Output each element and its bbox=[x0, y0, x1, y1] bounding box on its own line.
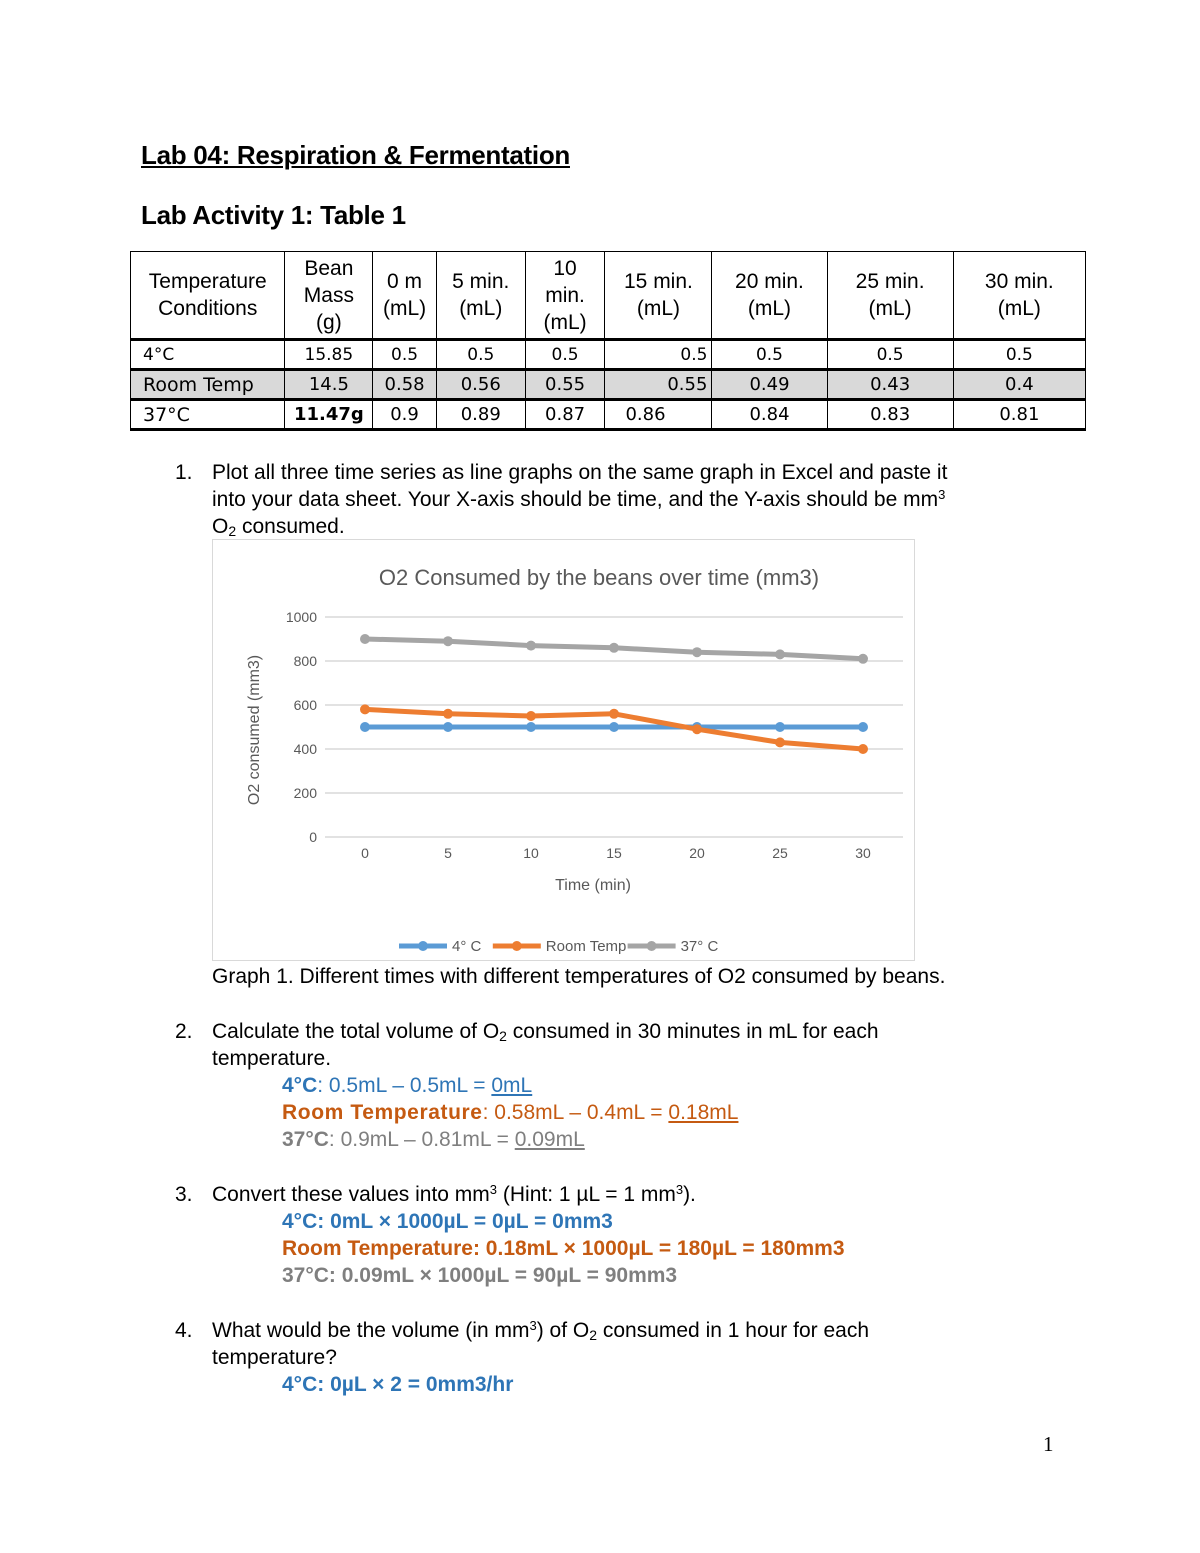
table-row bbox=[131, 370, 1086, 400]
table-cell: 0.58 bbox=[373, 370, 437, 400]
answer-2-4c: 4°C: 0.5mL – 0.5mL = 0mL bbox=[282, 1074, 533, 1097]
question-1-line-1: Plot all three time series as line graphs on the same graph in Excel and paste it bbox=[212, 461, 948, 484]
table-cell: 0.81 bbox=[953, 400, 1085, 430]
table-cell: 0.84 bbox=[712, 400, 827, 430]
x-tick-label: 20 bbox=[689, 845, 705, 861]
column-header: 15 min. (mL) bbox=[605, 252, 712, 340]
table-cell: 14.5 bbox=[285, 370, 373, 400]
data-point bbox=[775, 649, 785, 659]
question-4-line-1: What would be the volume (in $mm^3$) of $O_2$ consumed in 1 hour for each bbox=[212, 1318, 870, 1343]
table-row bbox=[131, 340, 1086, 370]
y-tick-label: 0 bbox=[309, 829, 317, 845]
column-header: 5 min. (mL) bbox=[436, 252, 525, 340]
data-point bbox=[526, 722, 536, 732]
figure-caption: Graph 1. Different times with different temperatures of O2 consumed by beans. bbox=[212, 965, 946, 988]
column-header: Temperature Conditions bbox=[131, 252, 285, 340]
column-header: 0 m (mL) bbox=[373, 252, 437, 340]
table-cell: 0.5 bbox=[373, 340, 437, 370]
data-point bbox=[360, 722, 370, 732]
y-tick-label: 1000 bbox=[285, 609, 317, 625]
data-point bbox=[443, 636, 453, 646]
data-point bbox=[360, 634, 370, 644]
data-point bbox=[692, 724, 702, 734]
x-tick-label: 25 bbox=[772, 845, 788, 861]
y-tick-label: 200 bbox=[293, 785, 317, 801]
table-header-row bbox=[131, 252, 1086, 340]
data-point bbox=[609, 643, 619, 653]
question-number: 2. bbox=[175, 1020, 193, 1043]
data-point bbox=[526, 641, 536, 651]
row-label: Room Temp bbox=[131, 370, 285, 400]
column-header: 25 min. (mL) bbox=[827, 252, 953, 340]
y-tick-label: 600 bbox=[293, 697, 317, 713]
data-point bbox=[609, 722, 619, 732]
row-label: 37°C bbox=[131, 400, 285, 430]
y-tick-label: 400 bbox=[293, 741, 317, 757]
question-number: 1. bbox=[175, 461, 193, 484]
data-point bbox=[775, 737, 785, 747]
answer-3-room-temp: Room Temperature: 0.18mL × 1000µL = 180µL = 180mm3 bbox=[282, 1237, 845, 1260]
data-point bbox=[526, 711, 536, 721]
legend-label: 37° C bbox=[680, 938, 719, 955]
column-header: 30 min. (mL) bbox=[953, 252, 1085, 340]
question-2-line-2: temperature. bbox=[212, 1047, 332, 1070]
table-cell: 0.56 bbox=[436, 370, 525, 400]
chart-title: O2 Consumed by the beans over time (mm3) bbox=[378, 565, 820, 590]
y-axis-label: O2 consumed (mm3) bbox=[246, 654, 263, 806]
legend-marker bbox=[647, 941, 657, 951]
question-3-line-1: Convert these values into $mm^3$ (Hint: 1 µL = 1 $mm^3$). bbox=[212, 1182, 696, 1206]
table-cell: 0.5 bbox=[712, 340, 827, 370]
table-cell: 15.85 bbox=[285, 340, 373, 370]
table-cell: 0.9 bbox=[373, 400, 437, 430]
table-cell: 0.5 bbox=[436, 340, 525, 370]
data-point bbox=[858, 722, 868, 732]
table-cell: 0.5 bbox=[525, 340, 605, 370]
table-cell: 11.47g bbox=[285, 400, 373, 430]
data-point bbox=[443, 722, 453, 732]
data-point bbox=[692, 647, 702, 657]
data-point bbox=[858, 654, 868, 664]
question-4-line-2: temperature? bbox=[212, 1346, 337, 1369]
question-number: 3. bbox=[175, 1183, 193, 1206]
table-cell: 0.5 bbox=[605, 340, 712, 370]
data-point bbox=[775, 722, 785, 732]
data-point bbox=[858, 744, 868, 754]
x-tick-label: 5 bbox=[444, 845, 452, 861]
y-tick-label: 800 bbox=[293, 653, 317, 669]
x-axis-label: Time (min) bbox=[555, 877, 631, 894]
section-heading: Lab Activity 1: Table 1 bbox=[141, 200, 406, 230]
results-table bbox=[130, 251, 1086, 431]
x-tick-label: 30 bbox=[855, 845, 871, 861]
table-cell: 0.83 bbox=[827, 400, 953, 430]
table-cell: 0.55 bbox=[605, 370, 712, 400]
table-cell: 0.87 bbox=[525, 400, 605, 430]
question-number: 4. bbox=[175, 1319, 193, 1342]
table-cell: 0.49 bbox=[712, 370, 827, 400]
table-cell: 0.5 bbox=[827, 340, 953, 370]
answer-4-4c: 4°C: 0µL × 2 = 0mm3/hr bbox=[282, 1373, 514, 1396]
table-cell: 0.43 bbox=[827, 370, 953, 400]
legend-marker bbox=[418, 941, 428, 951]
x-tick-label: 15 bbox=[606, 845, 622, 861]
table-cell: 0.89 bbox=[436, 400, 525, 430]
answer-2-37c: 37°C: 0.9mL – 0.81mL = 0.09mL bbox=[282, 1128, 585, 1151]
legend-label: 4° C bbox=[452, 938, 482, 955]
column-header: Bean Mass (g) bbox=[285, 252, 373, 340]
data-point bbox=[443, 709, 453, 719]
data-point bbox=[609, 709, 619, 719]
question-1-line-2: into your data sheet. Your X-axis should be time, and the Y-axis should be $mm^3$ bbox=[212, 487, 946, 511]
page-number: 1 bbox=[1043, 1432, 1054, 1456]
page-title: Lab 04: Respiration & Fermentation bbox=[141, 140, 570, 170]
column-header: 20 min. (mL) bbox=[712, 252, 827, 340]
question-2-line-1: Calculate the total volume of $O_2$ consumed in 30 minutes in mL for each bbox=[212, 1020, 879, 1044]
x-tick-label: 0 bbox=[361, 845, 369, 861]
question-1-line-3: $O_2$ consumed. bbox=[212, 515, 345, 539]
answer-3-4c: 4°C: 0mL × 1000µL = 0µL = 0mm3 bbox=[282, 1210, 613, 1233]
table-cell: 0.55 bbox=[525, 370, 605, 400]
answer-3-37c: 37°C: 0.09mL × 1000µL = 90µL = 90mm3 bbox=[282, 1264, 678, 1287]
row-label: 4°C bbox=[131, 340, 285, 370]
table-cell: 0.4 bbox=[953, 370, 1085, 400]
chart-canvas bbox=[213, 540, 913, 959]
answer-2-room-temp: Room Temperature: 0.58mL – 0.4mL = 0.18mL bbox=[282, 1101, 739, 1124]
table-cell: 0.86 bbox=[605, 400, 712, 430]
x-tick-label: 10 bbox=[523, 845, 539, 861]
data-point bbox=[360, 704, 370, 714]
legend-marker bbox=[512, 941, 522, 951]
line-chart bbox=[212, 539, 915, 961]
column-header: 10 min. (mL) bbox=[525, 252, 605, 340]
table-row bbox=[131, 400, 1086, 430]
legend-label: Room Temp bbox=[545, 938, 627, 955]
table-cell: 0.5 bbox=[953, 340, 1085, 370]
